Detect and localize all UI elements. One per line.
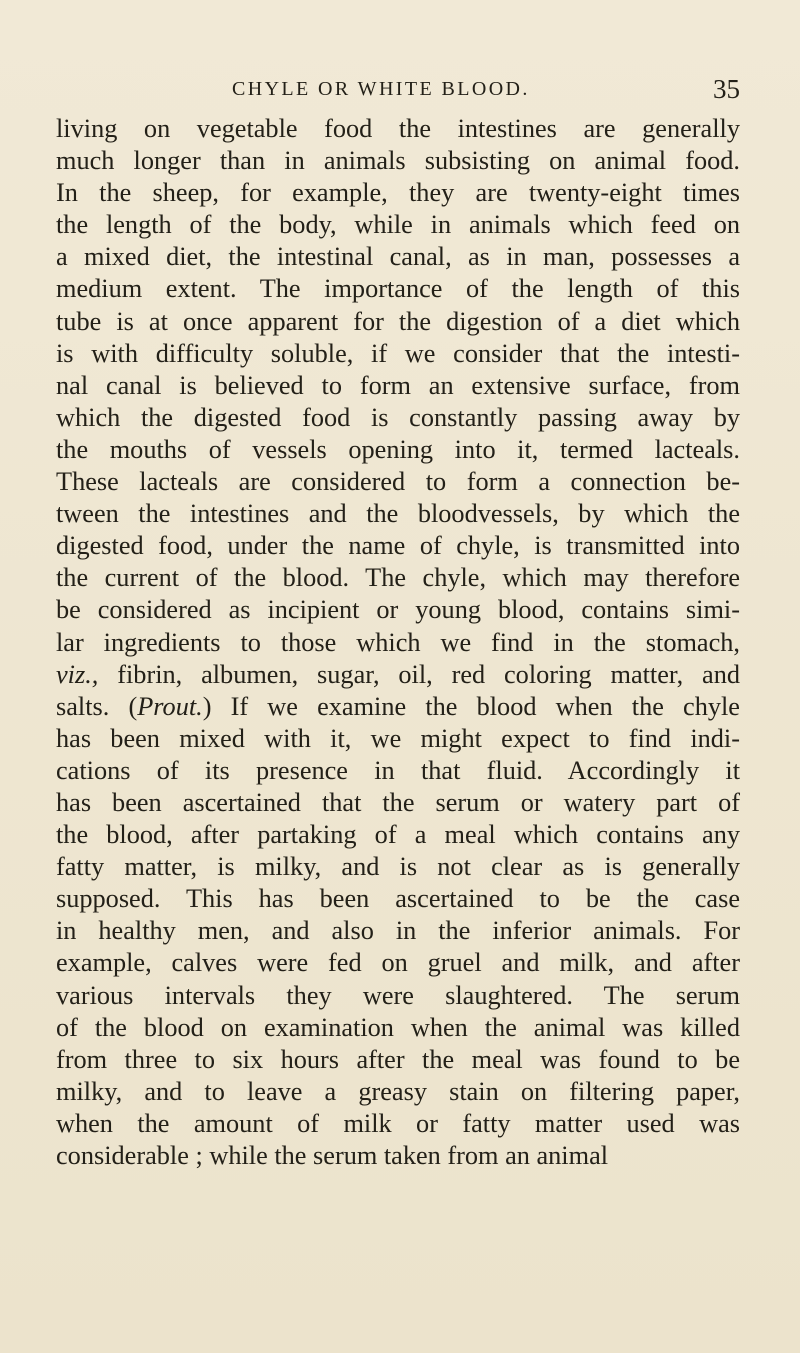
text-run: salts. ( bbox=[56, 691, 138, 721]
page-header bbox=[0, 74, 800, 104]
text-line: In the sheep, for example, they are twenty-eight times bbox=[56, 178, 740, 208]
text-line: digested food, under the name of chyle, is transmitted into bbox=[56, 531, 740, 561]
text-line: tube is at once apparent for the digestion of a diet which bbox=[56, 306, 740, 336]
text-line: the mouths of vessels opening into it, termed lacteals. bbox=[56, 434, 740, 464]
text-line: be considered as incipient or young blood, contains simi- bbox=[56, 595, 740, 625]
text-line: has been mixed with it, we might expect to find indi- bbox=[56, 723, 740, 753]
text-line: tween the intestines and the bloodvessels, by which the bbox=[56, 499, 740, 529]
text-line bbox=[56, 659, 740, 691]
text-line: example, calves were fed on gruel and milk, and after bbox=[56, 948, 740, 978]
italic-text: Prout. bbox=[137, 691, 203, 721]
text-line: These lacteals are considered to form a connection be- bbox=[56, 467, 740, 497]
text-line: medium extent. The importance of the length of this bbox=[56, 274, 740, 304]
text-run: fibrin, albumen, sugar, oil, red coloring matter, and bbox=[98, 659, 740, 689]
text-line: the length of the body, while in animals which feed on bbox=[56, 210, 740, 240]
text-run: ) If we examine the blood when the chyle bbox=[202, 691, 740, 721]
italic-text: viz., bbox=[56, 659, 99, 689]
text-line: much longer than in animals subsisting on animal food. bbox=[56, 146, 740, 176]
text-line: of the blood on examination when the animal was killed bbox=[56, 1012, 740, 1042]
text-line: supposed. This has been ascertained to be the case bbox=[56, 884, 740, 914]
body-paragraph bbox=[56, 113, 740, 1172]
text-line: a mixed diet, the intestinal canal, as in man, possesses a bbox=[56, 242, 740, 272]
text-line: milky, and to leave a greasy stain on filtering paper, bbox=[56, 1076, 740, 1106]
text-line: the current of the blood. The chyle, which may therefore bbox=[56, 563, 740, 593]
text-line: is with difficulty soluble, if we consider that the intesti- bbox=[56, 338, 740, 368]
page-number: 35 bbox=[713, 74, 740, 104]
text-line bbox=[56, 691, 740, 723]
text-line: various intervals they were slaughtered. The serum bbox=[56, 980, 740, 1010]
text-line: cations of its presence in that fluid. Accordingly it bbox=[56, 755, 740, 785]
text-line: from three to six hours after the meal was found to be bbox=[56, 1044, 740, 1074]
text-line: the blood, after partaking of a meal which contains any bbox=[56, 820, 740, 850]
text-line: which the digested food is constantly passing away by bbox=[56, 402, 740, 432]
text-line: when the amount of milk or fatty matter used was bbox=[56, 1108, 740, 1138]
text-line: fatty matter, is milky, and is not clear as is generally bbox=[56, 852, 740, 882]
text-line: lar ingredients to those which we find in the stomach, bbox=[56, 627, 740, 657]
text-line: living on vegetable food the intestines are generally bbox=[56, 114, 740, 143]
text-line: has been ascertained that the serum or watery part of bbox=[56, 787, 740, 817]
running-head: CHYLE OR WHITE BLOOD. bbox=[232, 78, 530, 100]
text-line: nal canal is believed to form an extensive surface, from bbox=[56, 370, 740, 400]
text-line: in healthy men, and also in the inferior animals. For bbox=[56, 916, 740, 946]
text-line: considerable ; while the serum taken from an animal bbox=[56, 1141, 609, 1170]
